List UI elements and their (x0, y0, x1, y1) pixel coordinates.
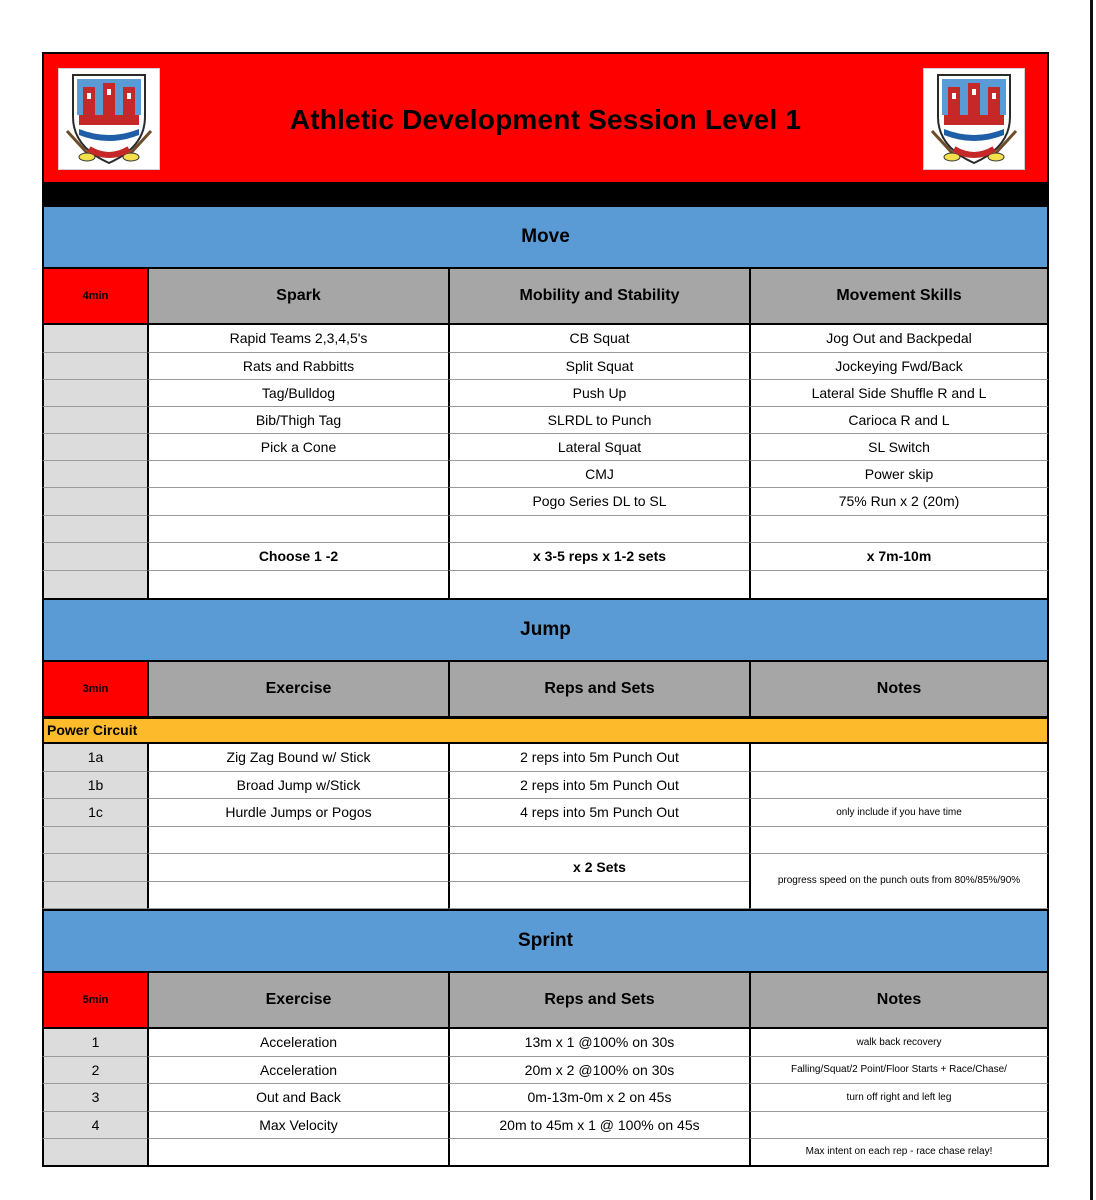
row-index (42, 571, 147, 599)
row-index (42, 434, 147, 461)
table-cell (448, 434, 749, 461)
table-cell (147, 772, 448, 799)
table-cell (147, 1029, 448, 1057)
time-label-text: 3min (82, 683, 109, 695)
table-cell-text: Bib/Thigh Tag (255, 412, 342, 428)
row-index (42, 827, 147, 854)
table-cell (147, 1112, 448, 1139)
table-cell (749, 1057, 1049, 1084)
table-row (42, 1112, 1049, 1139)
table-cell-text: Max intent on each rep - race chase relay! (805, 1146, 993, 1157)
table-cell-text: Falling/Squat/2 Point/Floor Starts + Race/Chase/ (791, 1064, 1007, 1075)
page-edge-line (1090, 0, 1093, 1200)
table-cell (749, 1112, 1049, 1139)
table-row (42, 772, 1049, 799)
table-cell (147, 827, 448, 854)
row-index (42, 1112, 147, 1139)
time-label (42, 269, 147, 325)
table-cell-text: Split Squat (565, 358, 634, 374)
table-cell-text: x 2 Sets (573, 859, 626, 875)
table-cell-text: x 7m-10m (866, 548, 932, 564)
table-cell (147, 407, 448, 434)
row-index (42, 882, 147, 909)
table-cell (448, 353, 749, 380)
table-cell (448, 488, 749, 516)
time-label (42, 973, 147, 1029)
table-cell (749, 1139, 1049, 1166)
power-circuit-label: Power Circuit (42, 717, 1049, 744)
table-cell-text: Lateral Squat (557, 439, 642, 455)
table-cell-text: Zig Zag Bound w/ Stick (226, 749, 371, 765)
table-cell-text: only include if you have time (836, 807, 962, 818)
table-cell (147, 543, 448, 571)
column-header (147, 662, 448, 718)
time-label-text: 5min (82, 994, 109, 1006)
table-cell (147, 488, 448, 516)
table-row (42, 799, 1049, 827)
table-cell (749, 799, 1049, 827)
row-index (42, 799, 147, 827)
column-header-row (42, 662, 1049, 718)
table-cell (147, 882, 448, 909)
row-index (42, 516, 147, 543)
table-cell-text: Rapid Teams 2,3,4,5's (229, 330, 368, 346)
table-cell (147, 353, 448, 380)
table-cell (147, 325, 448, 353)
row-index (42, 543, 147, 571)
header-divider (42, 184, 1049, 206)
table-cell (749, 1084, 1049, 1112)
table-cell (749, 571, 1049, 599)
table-cell (749, 772, 1049, 799)
table-cell-text: Power skip (864, 466, 934, 482)
table-row (42, 380, 1049, 407)
table-cell-text: SL Switch (868, 439, 930, 455)
table-row (42, 1139, 1049, 1166)
table-cell (749, 543, 1049, 571)
table-cell (749, 488, 1049, 516)
row-index-text: 1 (91, 1034, 100, 1050)
table-cell (749, 325, 1049, 353)
table-cell (147, 516, 448, 543)
section-sprint: Sprint (42, 909, 1049, 973)
table-cell (749, 827, 1049, 854)
table-row (42, 1029, 1049, 1057)
row-index-text: 1c (88, 804, 103, 820)
table-cell (448, 516, 749, 543)
table-cell (147, 744, 448, 772)
table-cell-text: SLRDL to Punch (547, 412, 652, 428)
table-cell (749, 516, 1049, 543)
table-cell (448, 882, 749, 909)
column-header-row (42, 973, 1049, 1029)
table-cell (448, 1084, 749, 1112)
table-row (42, 325, 1049, 353)
table-cell (448, 827, 749, 854)
table-cell (448, 543, 749, 571)
table-cell-text: turn off right and left leg (846, 1092, 952, 1103)
row-index-text: 1a (87, 749, 104, 765)
table-row (42, 543, 1049, 571)
table-cell-text: Jog Out and Backpedal (826, 330, 972, 346)
column-header (749, 973, 1049, 1029)
table-cell-text: 2 reps into 5m Punch Out (520, 749, 679, 765)
table-cell-text: Lateral Side Shuffle R and L (811, 385, 987, 401)
row-index-text: 2 (91, 1062, 100, 1078)
table-row (42, 353, 1049, 380)
row-index (42, 772, 147, 799)
table-cell-text: 13m x 1 @100% on 30s (524, 1034, 675, 1050)
table-cell (448, 744, 749, 772)
table-cell-text: 20m x 2 @100% on 30s (524, 1062, 675, 1078)
row-index (42, 1057, 147, 1084)
table-cell (147, 1057, 448, 1084)
table-cell (749, 461, 1049, 488)
table-cell-text: Hurdle Jumps or Pogos (225, 804, 372, 820)
table-cell (147, 571, 448, 599)
table-cell-text: Push Up (572, 385, 627, 401)
table-cell-text: Pick a Cone (260, 439, 337, 455)
row-index (42, 1084, 147, 1112)
table-row (42, 516, 1049, 543)
table-cell (448, 772, 749, 799)
row-index (42, 744, 147, 772)
table-cell (147, 434, 448, 461)
table-cell (147, 1084, 448, 1112)
column-header (448, 973, 749, 1029)
table-cell (147, 380, 448, 407)
time-label-text: 4min (82, 290, 109, 302)
page-title: Athletic Development Session Level 1 (289, 104, 802, 135)
row-index-text: 1b (87, 777, 104, 793)
table-cell-text: Choose 1 -2 (258, 548, 339, 564)
table-bottom-border (42, 1165, 1049, 1167)
column-header (448, 269, 749, 325)
table-cell (448, 1029, 749, 1057)
table-cell-text: 20m to 45m x 1 @ 100% on 45s (499, 1117, 700, 1133)
cork-crest-icon (924, 69, 1024, 169)
table-cell-text: Out and Back (256, 1089, 341, 1105)
table-row (42, 407, 1049, 434)
row-index (42, 488, 147, 516)
table-cell (147, 854, 448, 882)
table-row (42, 488, 1049, 516)
table-cell (749, 380, 1049, 407)
column-header-row (42, 269, 1049, 325)
table-cell-text: Tag/Bulldog (261, 385, 336, 401)
row-index (42, 1029, 147, 1057)
table-cell (749, 407, 1049, 434)
table-cell-text: Max Velocity (259, 1117, 338, 1133)
table-cell (448, 1112, 749, 1139)
table-row (42, 1057, 1049, 1084)
column-header-text: Notes (876, 991, 922, 1008)
table-cell-text: walk back recovery (856, 1037, 942, 1048)
table-cell-text: 4 reps into 5m Punch Out (520, 804, 679, 820)
table-row (42, 434, 1049, 461)
table-cell (749, 1029, 1049, 1057)
row-index-text: 4 (91, 1117, 100, 1133)
row-index (42, 380, 147, 407)
row-index (42, 1139, 147, 1166)
column-header (749, 662, 1049, 718)
table-cell (147, 799, 448, 827)
table-cell (448, 325, 749, 353)
table-cell-text: CMJ (585, 466, 614, 482)
table-cell-text: 2 reps into 5m Punch Out (520, 777, 679, 793)
table-cell-text: 0m-13m-0m x 2 on 45s (527, 1089, 672, 1105)
table-cell (448, 571, 749, 599)
column-header (448, 662, 749, 718)
table-cell (448, 380, 749, 407)
table-cell-text: Acceleration (259, 1062, 338, 1078)
column-header (147, 269, 448, 325)
row-index (42, 461, 147, 488)
notes-cell-text: progress speed on the punch outs from 80%/85%/90% (777, 875, 1021, 886)
table-cell (749, 434, 1049, 461)
column-header-text: Reps and Sets (544, 680, 655, 697)
column-header-text: Mobility and Stability (519, 287, 680, 304)
table-cell (448, 407, 749, 434)
column-header-text: Exercise (265, 680, 332, 697)
column-header-text: Reps and Sets (544, 991, 655, 1008)
table-cell-text: Acceleration (259, 1034, 338, 1050)
table-cell (147, 1139, 448, 1166)
title-header (42, 52, 1049, 184)
table-row (42, 827, 1049, 854)
table-cell (448, 1057, 749, 1084)
table-cell-text: Pogo Series DL to SL (532, 493, 667, 509)
table-row (42, 744, 1049, 772)
table-cell (147, 461, 448, 488)
section-move: Move (42, 205, 1049, 269)
table-cell (448, 1139, 749, 1166)
table-cell (749, 744, 1049, 772)
notes-cell (749, 854, 1049, 909)
row-index (42, 854, 147, 882)
column-header-text: Spark (276, 287, 321, 304)
table-row (42, 1084, 1049, 1112)
time-label (42, 662, 147, 718)
table-row (42, 571, 1049, 599)
table-cell (448, 799, 749, 827)
table-cell-text: x 3-5 reps x 1-2 sets (532, 548, 667, 564)
column-header (147, 973, 448, 1029)
table-cell-text: Carioca R and L (848, 412, 950, 428)
row-index (42, 353, 147, 380)
section-jump: Jump (42, 598, 1049, 662)
table-cell-text: CB Squat (569, 330, 630, 346)
row-index-text: 3 (91, 1089, 100, 1105)
table-cell (749, 353, 1049, 380)
table-cell-text: Rats and Rabbitts (242, 358, 355, 374)
column-header (749, 269, 1049, 325)
row-index (42, 325, 147, 353)
crest-right (923, 68, 1025, 170)
column-header-text: Movement Skills (836, 287, 962, 304)
table-row (42, 461, 1049, 488)
table-cell-text: Jockeying Fwd/Back (835, 358, 963, 374)
table-cell-text: 75% Run x 2 (20m) (838, 493, 960, 509)
column-header-text: Notes (876, 680, 922, 697)
column-header-text: Exercise (265, 991, 332, 1008)
table-cell-text: Broad Jump w/Stick (236, 777, 361, 793)
table-cell (448, 854, 749, 882)
row-index (42, 407, 147, 434)
table-cell (448, 461, 749, 488)
